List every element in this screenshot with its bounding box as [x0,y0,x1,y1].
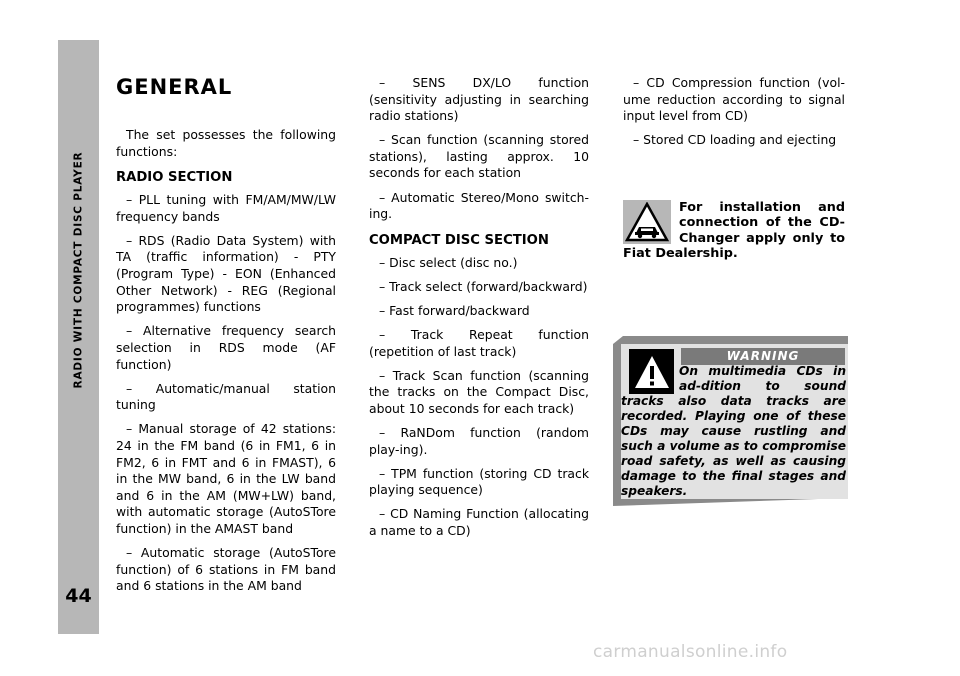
cd-section-heading: COMPACT DISC SECTION [369,232,549,248]
cd-item: – Track Scan function (scanning the tracks on the Compact Disc, about 10 seconds for each track) [369,367,589,416]
radio-item: – Automatic/manual station tuning [116,380,336,413]
radio-item: – RDS (Radio Data System) with TA (traffic information) - PTY (Program Type) - EON (Enhanced Other Network) - REG (Regional programmes) functions [116,232,336,315]
radio-item: – Automatic storage (AutoSTore function) of 6 stations in FM band and 6 stations in the AM band [116,544,336,594]
radio-item: – SENS DX/LO function (sensitivity adjusting in searching radio stations) [369,75,589,124]
installation-note [623,200,845,262]
cd-item: – Stored CD loading and ejecting [633,132,837,148]
cd-item: – Track Repeat function (repetition of last track) [369,327,589,359]
intro-paragraph: The set possesses the following functions: [116,127,336,159]
car-service-icon [623,200,671,244]
warning-text-block [621,364,846,499]
warning-text: On multimedia CDs in ad-dition to sound tracks also data tracks are recorded. Playing one of these CDs may cause rustling and such a volume as to compromise road safety, as well as causing damage to the final stages and speakers. [621,364,846,498]
warning-box [613,336,848,506]
watermark: carmanualsonline.info [593,642,788,662]
warning-label: WARNING [681,348,845,365]
page-title: GENERAL [116,75,233,99]
warning-panel [621,344,848,499]
installation-note-text: For installation and connection of the CD-Changer apply only to Fiat Dealership. [623,200,845,262]
chapter-title [58,70,99,470]
cd-item: – CD Compression function (vol-ume reduction according to signal input level from CD) [623,75,845,124]
column-1 [116,75,336,602]
cd-item: – Track select (forward/backward) [379,278,588,294]
cd-item: – TPM function (storing CD track playing sequence) [369,465,589,498]
radio-item: – Manual storage of 42 stations: 24 in the FM band (6 in FM1, 6 in FM2, 6 in FMT and 6 in FMAST), 6 in the MW band, 6 in the LW band and 6 in the AM (MW+LW) band, with automatic storage (AutoSTore function) in the AMAST band [116,421,336,536]
column-3 [623,75,845,156]
cd-item: – RaNDom function (random play-ing). [369,425,589,457]
radio-item: – Automatic Stereo/Mono switch-ing. [369,189,589,222]
column-2 [369,75,589,547]
side-strip [58,40,99,634]
icon-spacer [621,364,679,394]
chapter-title-text: RADIO WITH COMPACT DISC PLAYER [72,151,85,389]
page-number: 44 [65,585,92,607]
radio-item: – PLL tuning with FM/AM/MW/LW frequency bands [116,192,336,224]
cd-item: – Disc select (disc no.) [379,254,518,270]
radio-item: – Scan function (scanning stored stations), lasting approx. 10 seconds for each station [369,132,589,181]
cd-item: – Fast forward/backward [379,302,530,318]
radio-section-heading: RADIO SECTION [116,170,233,186]
cd-item: – CD Naming Function (allocating a name to a CD) [369,506,589,538]
radio-item: – Alternative frequency search selection in RDS mode (AF function) [116,323,336,372]
